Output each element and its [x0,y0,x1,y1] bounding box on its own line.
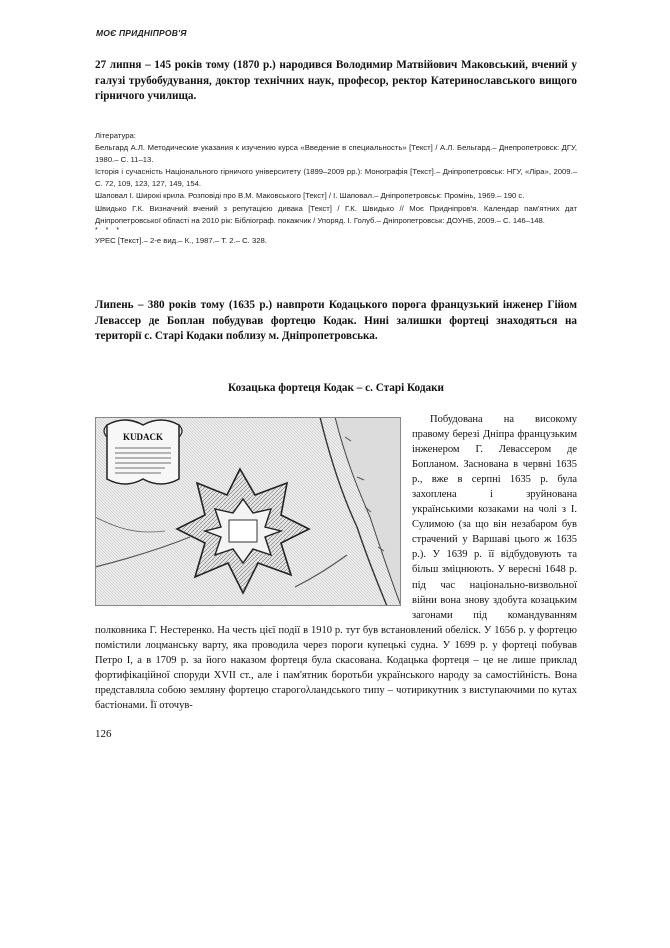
fortress-map-drawing [95,417,401,606]
map-cartouche-label: KUDACK [123,432,163,442]
section-title: Козацька фортеця Кодак – с. Старі Кодаки [228,382,444,394]
literature-entry: Шаповал І. Широкі крила. Розповіді про В.М. Маковського [Текст] / І. Шаповал.– Дніпропетровськ: Промінь, 1969.– 190 с. [95,191,525,201]
literature-entry: Бельгард А.Л. Методические указания к изучению курса «Введение в специальность» [Текст] / А.Л. Бельгард.– Днепропетровск: ДГУ, 1980.– С. 11–13. [95,143,577,165]
article-paragraph: Побудована на високому правому березі Дніпра французьким інженером Г. Левассером де Бопланом. Заснована в червні 1635 р., вже в серпні 1635 р. була захоплена і зруйнована українськими козаками на чолі з І. Сулимою (за що він незабаром був страчений у Варшаві цього ж 1635 р.). У 1639 р. її відбудовують та більш зміцнюють. У вересні 1648 р. під час національно-визвольної війни вона знову здобута козацьким загонами під командуванням полковника Г. Нестеренко. На честь цієї події в 1910 р. тут був встановлений обеліск. У 1656 р. у фортецю помістили лоцманську варту, яка проводила через пороги купецькі судна. У 1699 р. у фортеці побував Петро І, а в 1709 р. за його наказом фортеця була скасована. Кодацька фортеця – це не лише приклад фортифікаційної споруди XVII ст., але і пам'ятник боротьби українського народу за самостійність. Вона представляла собою земляну фортецю старогολландського типу – чотирикутник з виступаючими по кутах бастіонами. Її оточув- [95,414,577,711]
literature-entry: Історія і сучасність Національного гірничого університету (1899–2009 рр.): Монографія [Текст].– Дніпропетровськ: НГУ, «Ліра», 2009.– С. 72, 109, 123, 127, 149, 154. [95,167,577,189]
literature-list [95,130,577,247]
literature-separator: * * * [95,226,123,234]
page-number: 126 [95,728,112,740]
fortress-map-image [95,417,401,606]
announcement-fortress: Липень – 380 років тому (1635 р.) навпроти Кодацького порога французький інженер Гійом Левассер де Боплан побудував фортецю Кодак. Нині залишки фортеці знаходяться на території с. Старі Кодаки поблизу м. Дніпропетровська. [95,299,577,342]
literature-entry: УРЕС [Текст].– 2-е вид.– К., 1987.– Т. 2.– С. 328. [95,235,267,245]
literature-heading: Література: [95,131,136,140]
announcement-birth: 27 липня – 145 років тому (1870 р.) народився Володимир Матвійович Маковський, вчений у галузі трубобудування, доктор технічних наук, професор, ректор Катеринославського вищого гірничого училища. [95,59,577,102]
article-body [95,412,577,713]
literature-entry: Швидько Г.К. Визначний вчений з репутацією дивака [Текст] / Г.К. Швидько // Моє Придніпров'я. Календар пам'ятних дат Дніпропетровської області на 2010 рік: Бібліограф. покажчик / Упоряд. І. Голуб.– Дніпропетровськ: ДОУНБ, 2009.– С. 146–148. [95,203,577,225]
running-head: МОЄ ПРИДНІПРОВ'Я [96,28,187,38]
